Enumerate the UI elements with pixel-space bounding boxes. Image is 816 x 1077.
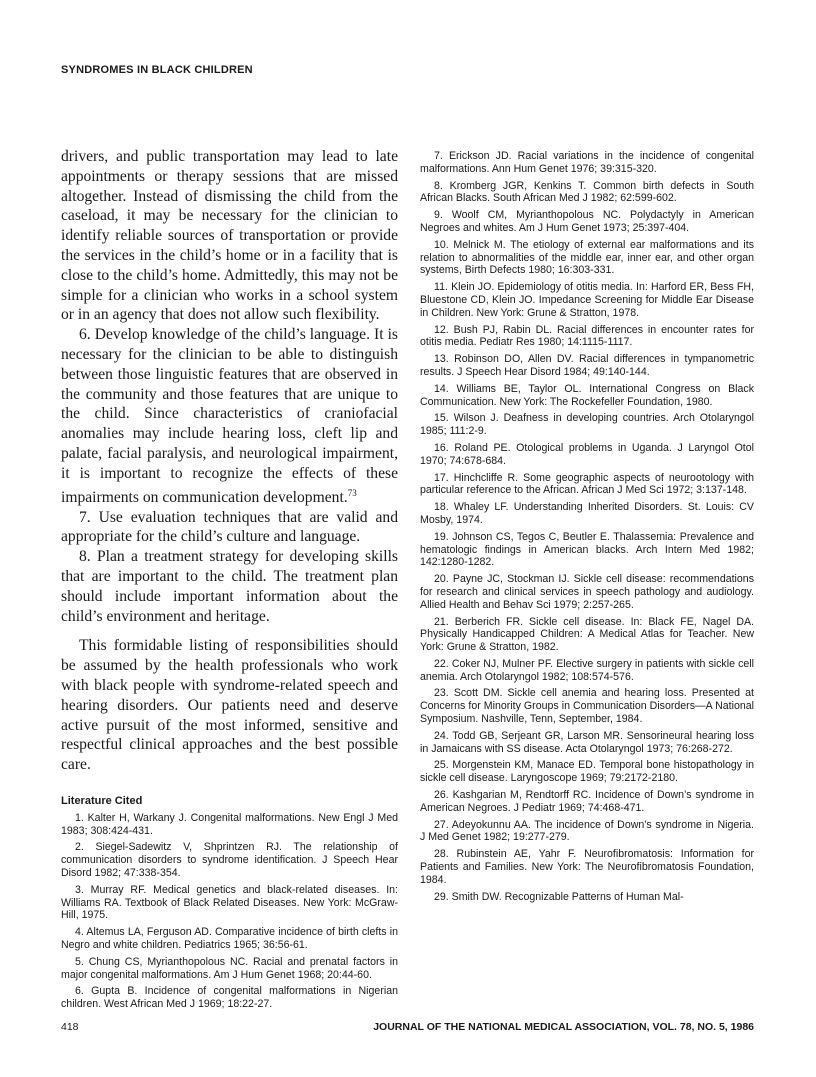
reference-list-left [61, 812, 398, 1011]
body-paragraph-7: 7. Use evaluation techniques that are valid and appropriate for the child’s culture and language. [61, 508, 398, 546]
reference-item: 3. Murray RF. Medical genetics and black-related diseases. In: Williams RA. Textbook of Black Related Diseases. New York: McGraw-Hill, 1975. [61, 883, 398, 922]
reference-item: 24. Todd GB, Serjeant GR, Larson MR. Sensorineural hearing loss in Jamaicans with SS disease. Acta Otolaryngol 1973; 76:268-272. [420, 729, 754, 755]
reference-item: 26. Kashgarian M, Rendtorff RC. Incidence of Down’s syndrome in American Negroes. J Pediatr 1969; 74:468-471. [420, 789, 754, 814]
reference-item: 18. Whaley LF. Understanding Inherited Disorders. St. Louis: CV Mosby, 1974. [420, 501, 754, 526]
reference-item: 11. Klein JO. Epidemiology of otitis media. In: Harford ER, Bess FH, Bluestone CD, Klein JO. Impedance Screening for Middle Ear Disease in Children. New York: Grune & Stratton, 1978. [420, 281, 754, 319]
body-paragraph: drivers, and public transportation may lead to late appointments or therapy sessions that are missed altogether. Instead of dismissing the child from the caseload, it may be necessary for the clinician to identify reliable sources of transportation or provide the services in the child’s home or in a facility that is close to the child’s home. Admittedly, this may not be simple for a clinician who works in a school system or in an agency that does not allow such flexibility. [61, 148, 398, 324]
body-paragraph-8: 8. Plan a treatment strategy for developing skills that are important to the child. The treatment plan should include important information about the child’s environment and heritage. [61, 548, 398, 625]
literature-heading: Literature Cited [61, 794, 143, 807]
reference-item: 6. Gupta B. Incidence of congenital malformations in Nigerian children. West African Med J 1969; 18:22-27. [61, 985, 398, 1011]
reference-item: 25. Morgenstein KM, Manace ED. Temporal bone histopathology in sickle cell disease. Laryngoscope 1969; 79:2172-2180. [420, 759, 754, 785]
reference-item: 12. Bush PJ, Rabin DL. Racial differences in encounter rates for otitis media. Pediatr Res 1980; 14:1115-1117. [420, 323, 754, 349]
body-paragraph-6 [61, 325, 398, 507]
reference-item: 27. Adeyokunnu AA. The incidence of Down’s syndrome in Nigeria. J Med Genet 1982; 19:277-279. [420, 818, 754, 844]
body-paragraph-text: 6. Develop knowledge of the child’s language. It is necessary for the clinician to be able to distinguish between those linguistic features that are observed in the community and those features that are unique to the child. Since characteristics of craniofacial anomalies may include hearing loss, cleft lip and palate, facial paralysis, and neurological impairment, it is important to recognize the effects of these impairments on communication development. [61, 326, 398, 506]
right-column [420, 150, 754, 907]
reference-item: 1. Kalter H, Warkany J. Congenital malformations. New Engl J Med 1983; 308:424-431. [61, 811, 398, 837]
reference-item: 5. Chung CS, Myrianthopolous NC. Racial and prenatal factors in major congenital malformations. Am J Hum Genet 1968; 20:44-60. [61, 955, 398, 981]
reference-item: 19. Johnson CS, Tegos C, Beutler E. Thalassemia: Prevalence and hematologic findings in American blacks. Arch Intern Med 1982; 142:1280-1282. [420, 530, 754, 569]
reference-item: 13. Robinson DO, Allen DV. Racial differences in tympanometric results. J Speech Hear Disord 1984; 49:140-144. [420, 353, 754, 378]
reference-item: 17. Hinchcliffe R. Some geographic aspects of neurootology with particular reference to the African. African J Med Sci 1972; 3:137-148. [420, 471, 754, 497]
body-paragraph-conclusion: This formidable listing of responsibilities should be assumed by the health professionals who work with black people with syndrome-related speech and hearing disorders. Our patients need and deserve active pursuit of the most informed, sensitive and respectful clinical approaches and the best possible care. [61, 637, 398, 774]
reference-list-right [420, 150, 754, 903]
page-number: 418 [61, 1021, 79, 1033]
reference-item: 4. Altemus LA, Ferguson AD. Comparative incidence of birth clefts in Negro and white children. Pediatrics 1965; 36:56-61. [61, 926, 398, 952]
reference-item: 22. Coker NJ, Mulner PF. Elective surgery in patients with sickle cell anemia. Arch Otolaryngol 1982; 108:574-576. [420, 657, 754, 683]
reference-item: 14. Williams BE, Taylor OL. International Congress on Black Communication. New York: The Rockefeller Foundation, 1980. [420, 382, 754, 408]
reference-item: 8. Kromberg JGR, Kenkins T. Common birth defects in South African Blacks. South African Med J 1982; 62:599-602. [420, 179, 754, 205]
body-text [61, 147, 398, 775]
reference-item: 7. Erickson JD. Racial variations in the incidence of congenital malformations. Ann Hum Genet 1976; 39:315-320. [420, 150, 754, 175]
reference-item: 21. Berberich FR. Sickle cell disease. In: Black FE, Nagel DA. Physically Handicapped Children: A Medical Atlas for Teacher. New York: Grune & Stratton, 1982. [420, 615, 754, 654]
reference-item: 15. Wilson J. Deafness in developing countries. Arch Otolaryngol 1985; 111:2-9. [420, 412, 754, 438]
reference-item: 29. Smith DW. Recognizable Patterns of Human Mal- [434, 890, 684, 903]
reference-item: 9. Woolf CM, Myrianthopolous NC. Polydactyly in American Negroes and whites. Am J Hum Genet 1973; 25:397-404. [420, 209, 754, 234]
reference-item: 23. Scott DM. Sickle cell anemia and hearing loss. Presented at Concerns for Minority Groups in Communication Disorders—A National Symposium. Nashville, Tenn, September, 1984. [420, 687, 754, 726]
left-column [61, 147, 398, 1015]
reference-item: 2. Siegel-Sadewitz V, Shprintzen RJ. The relationship of communication disorders to syndrome identification. J Speech Hear Disord 1982; 47:338-354. [61, 841, 398, 880]
running-head: SYNDROMES IN BLACK CHILDREN [61, 64, 253, 76]
reference-item: 20. Payne JC, Stockman IJ. Sickle cell disease: recommendations for research and clinical services in speech pathology and audiology. Allied Health and Behav Sci 1979; 2:257-265. [420, 573, 754, 611]
footnote-ref: 73 [347, 487, 357, 498]
reference-item: 10. Melnick M. The etiology of external ear malformations and its relation to abnormalities of the middle ear, inner ear, and other organ systems, Birth Defects 1980; 16:303-331. [420, 238, 754, 277]
journal-citation: JOURNAL OF THE NATIONAL MEDICAL ASSOCIATION, VOL. 78, NO. 5, 1986 [373, 1021, 754, 1033]
reference-item: 16. Roland PE. Otological problems in Uganda. J Laryngol Otol 1970; 74:678-684. [420, 441, 754, 467]
reference-item: 28. Rubinstein AE, Yahr F. Neurofibromatosis: Information for Patients and Families. New York: The Neurofibromatosis Foundation, 1984. [420, 848, 754, 886]
